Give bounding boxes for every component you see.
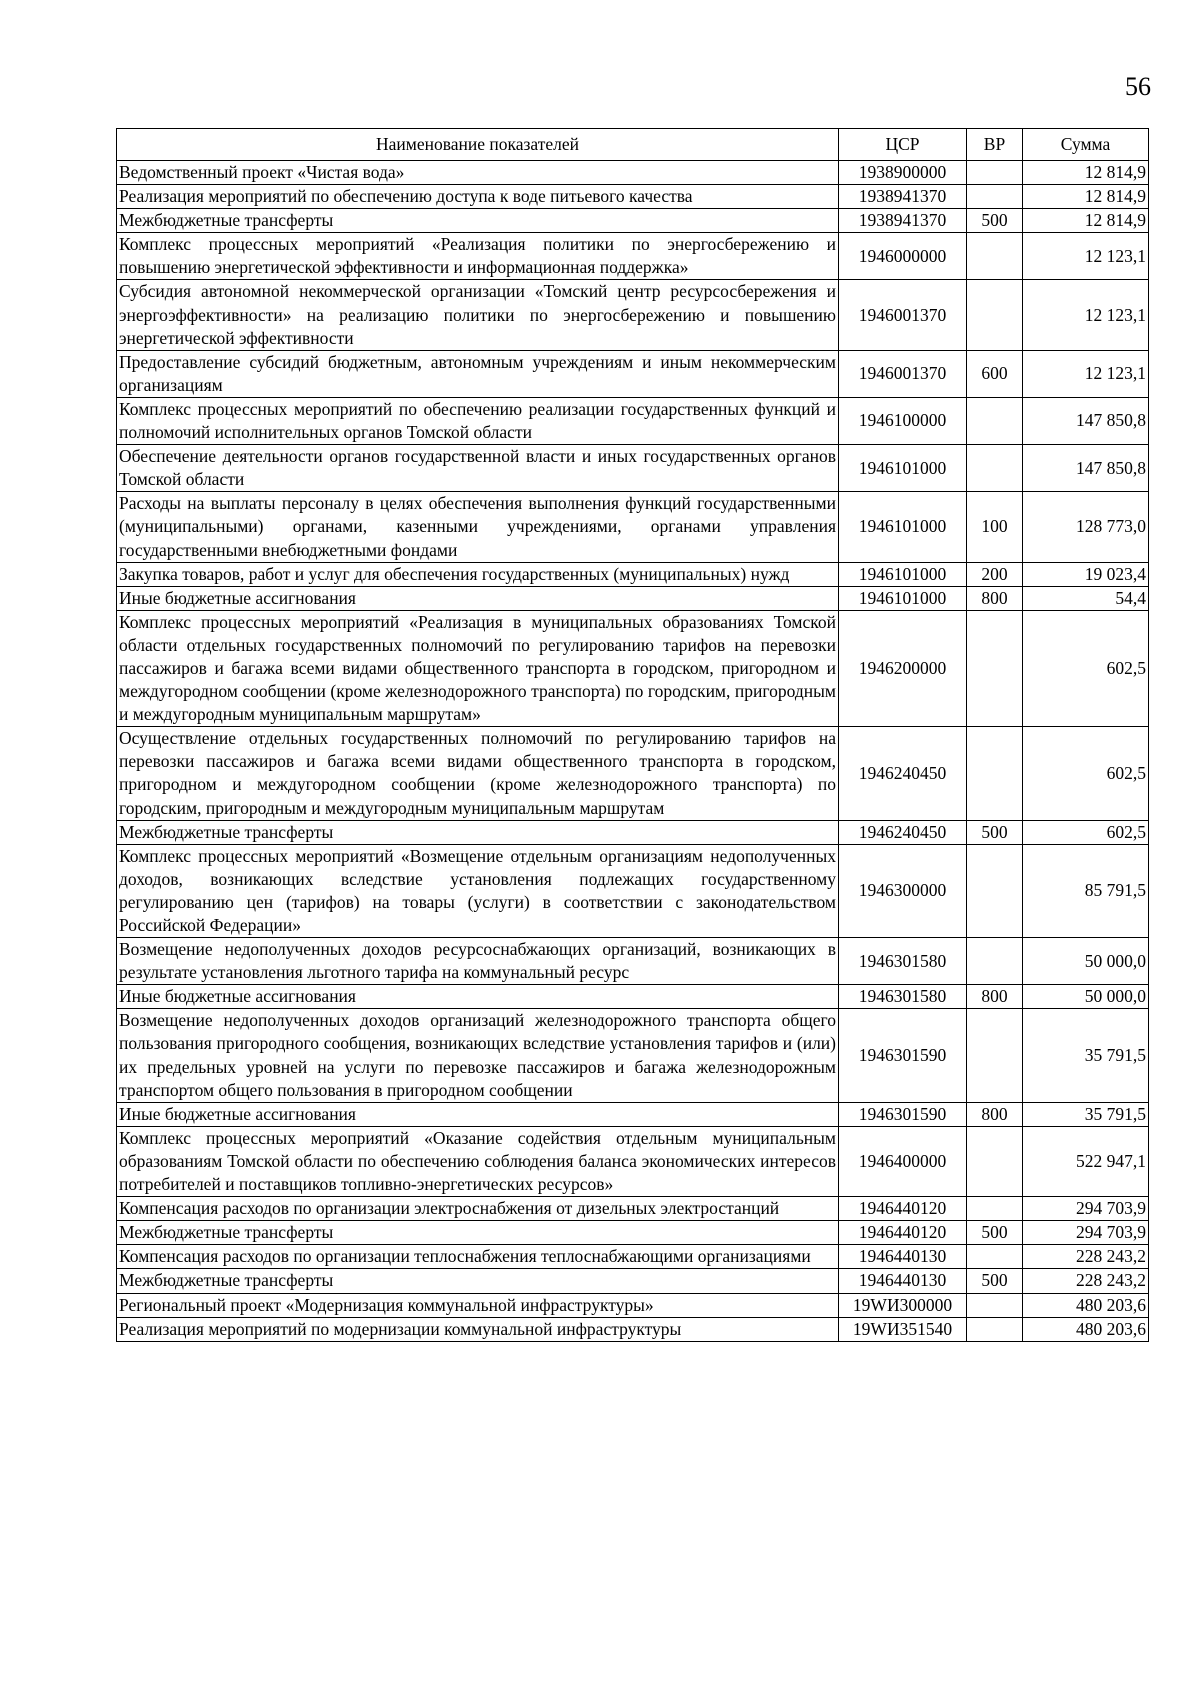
row-sum-cell: 147 850,8	[1023, 445, 1149, 492]
table-row	[117, 1317, 1149, 1341]
row-csr-cell: 1946440120	[839, 1197, 967, 1221]
row-vr-cell: 500	[967, 1269, 1023, 1293]
table-header-row	[117, 129, 1149, 161]
table-row	[117, 610, 1149, 726]
table-row	[117, 586, 1149, 610]
row-sum-cell: 12 814,9	[1023, 209, 1149, 233]
row-vr-cell	[967, 280, 1023, 350]
row-sum-cell: 602,5	[1023, 727, 1149, 820]
row-sum-cell: 480 203,6	[1023, 1293, 1149, 1317]
table-row	[117, 1293, 1149, 1317]
row-csr-cell: 1946440120	[839, 1221, 967, 1245]
row-sum-cell: 480 203,6	[1023, 1317, 1149, 1341]
row-name-cell: Реализация мероприятий по модернизации коммунальной инфраструктуры	[117, 1317, 839, 1341]
header-sum: Сумма	[1023, 129, 1149, 161]
table-row	[117, 1102, 1149, 1126]
row-vr-cell	[967, 1197, 1023, 1221]
table-row	[117, 1269, 1149, 1293]
row-csr-cell: 1946440130	[839, 1245, 967, 1269]
row-csr-cell: 1946001370	[839, 280, 967, 350]
row-csr-cell: 1946400000	[839, 1126, 967, 1196]
row-vr-cell: 800	[967, 586, 1023, 610]
row-sum-cell: 35 791,5	[1023, 1009, 1149, 1102]
row-name-cell: Комплекс процессных мероприятий по обеспечению реализации государственных функций и полномочий исполнительных органов Томской области	[117, 397, 839, 444]
row-vr-cell: 500	[967, 820, 1023, 844]
row-name-cell: Субсидия автономной некоммерческой организации «Томский центр ресурсосбережения и энергоэффективности» на реализацию политики по энергосбережению и повышению энергетической эффективности	[117, 280, 839, 350]
row-csr-cell: 1946300000	[839, 844, 967, 937]
row-vr-cell	[967, 233, 1023, 280]
row-sum-cell: 12 123,1	[1023, 233, 1149, 280]
row-name-cell: Компенсация расходов по организации теплоснабжения теплоснабжающими организациями	[117, 1245, 839, 1269]
row-name-cell: Ведомственный проект «Чистая вода»	[117, 161, 839, 185]
row-sum-cell: 228 243,2	[1023, 1269, 1149, 1293]
row-sum-cell: 12 123,1	[1023, 280, 1149, 350]
table-row	[117, 185, 1149, 209]
row-csr-cell: 1946240450	[839, 727, 967, 820]
row-name-cell: Расходы на выплаты персоналу в целях обеспечения выполнения функций государственными (муниципальными) органами, казенными учреждениями, органами управления государственными внебюджетными фондами	[117, 492, 839, 562]
row-csr-cell: 1946301580	[839, 985, 967, 1009]
row-name-cell: Межбюджетные трансферты	[117, 820, 839, 844]
row-sum-cell: 294 703,9	[1023, 1197, 1149, 1221]
row-name-cell: Межбюджетные трансферты	[117, 209, 839, 233]
row-vr-cell: 800	[967, 1102, 1023, 1126]
table-row	[117, 985, 1149, 1009]
row-name-cell: Комплекс процессных мероприятий «Реализация политики по энергосбережению и повышению энергетической эффективности и информационная поддержка»	[117, 233, 839, 280]
row-vr-cell: 500	[967, 1221, 1023, 1245]
row-csr-cell: 1946200000	[839, 610, 967, 726]
row-name-cell: Межбюджетные трансферты	[117, 1269, 839, 1293]
table-row	[117, 938, 1149, 985]
table-row	[117, 844, 1149, 937]
row-name-cell: Осуществление отдельных государственных полномочий по регулированию тарифов на перевозки пассажиров и багажа всеми видами общественного транспорта в городском, пригородном и междугородном сообщении (кроме железнодорожного транспорта) по городским, пригородным и междугородным муниципальным маршрутам	[117, 727, 839, 820]
row-sum-cell: 12 123,1	[1023, 350, 1149, 397]
row-name-cell: Закупка товаров, работ и услуг для обеспечения государственных (муниципальных) нужд	[117, 562, 839, 586]
row-name-cell: Иные бюджетные ассигнования	[117, 586, 839, 610]
row-name-cell: Межбюджетные трансферты	[117, 1221, 839, 1245]
table-row	[117, 727, 1149, 820]
row-sum-cell: 522 947,1	[1023, 1126, 1149, 1196]
row-sum-cell: 54,4	[1023, 586, 1149, 610]
row-sum-cell: 147 850,8	[1023, 397, 1149, 444]
row-csr-cell: 1938900000	[839, 161, 967, 185]
row-vr-cell	[967, 1317, 1023, 1341]
row-vr-cell: 200	[967, 562, 1023, 586]
table-row	[117, 161, 1149, 185]
row-name-cell: Комплекс процессных мероприятий «Возмещение отдельным организациям недополученных доходов, возникающих вследствие установления подлежащих государственному регулированию цен (тарифов) на товары (услуги) в соответствии с законодательством Российской Федерации»	[117, 844, 839, 937]
row-vr-cell	[967, 727, 1023, 820]
table-row	[117, 1197, 1149, 1221]
table-row	[117, 445, 1149, 492]
table-row	[117, 1009, 1149, 1102]
table-row	[117, 397, 1149, 444]
row-name-cell: Возмещение недополученных доходов ресурсоснабжающих организаций, возникающих в результате установления льготного тарифа на коммунальный ресурс	[117, 938, 839, 985]
row-vr-cell	[967, 397, 1023, 444]
row-name-cell: Компенсация расходов по организации электроснабжения от дизельных электростанций	[117, 1197, 839, 1221]
row-vr-cell	[967, 938, 1023, 985]
row-vr-cell	[967, 161, 1023, 185]
row-name-cell: Реализация мероприятий по обеспечению доступа к воде питьевого качества	[117, 185, 839, 209]
table-row	[117, 209, 1149, 233]
row-csr-cell: 1946301590	[839, 1009, 967, 1102]
row-csr-cell: 1946001370	[839, 350, 967, 397]
row-vr-cell	[967, 445, 1023, 492]
budget-table	[116, 128, 1149, 1342]
row-csr-cell: 1946101000	[839, 445, 967, 492]
row-name-cell: Региональный проект «Модернизация коммунальной инфраструктуры»	[117, 1293, 839, 1317]
row-vr-cell: 600	[967, 350, 1023, 397]
row-sum-cell: 602,5	[1023, 610, 1149, 726]
table-row	[117, 350, 1149, 397]
row-csr-cell: 1946301580	[839, 938, 967, 985]
row-vr-cell	[967, 610, 1023, 726]
row-vr-cell	[967, 1009, 1023, 1102]
table-row	[117, 1126, 1149, 1196]
row-csr-cell: 1946101000	[839, 586, 967, 610]
row-sum-cell: 294 703,9	[1023, 1221, 1149, 1245]
row-vr-cell: 800	[967, 985, 1023, 1009]
row-csr-cell: 19WИ300000	[839, 1293, 967, 1317]
row-csr-cell: 1938941370	[839, 185, 967, 209]
header-vr: ВР	[967, 129, 1023, 161]
row-name-cell: Комплекс процессных мероприятий «Оказание содействия отдельным муниципальным образованиям Томской области по обеспечению соблюдения баланса экономических интересов потребителей и поставщиков топливно-энергетических ресурсов»	[117, 1126, 839, 1196]
row-name-cell: Возмещение недополученных доходов организаций железнодорожного транспорта общего пользования пригородного сообщения, возникающих вследствие установления тарифов и (или) их предельных уровней на услуги по перевозке пассажиров и багажа железнодорожным транспортом общего пользования в пригородном сообщении	[117, 1009, 839, 1102]
row-csr-cell: 1946301590	[839, 1102, 967, 1126]
table-row	[117, 280, 1149, 350]
row-csr-cell: 1946101000	[839, 562, 967, 586]
page-number: 56	[1125, 72, 1151, 101]
row-sum-cell: 50 000,0	[1023, 985, 1149, 1009]
table-row	[117, 1245, 1149, 1269]
header-csr: ЦСР	[839, 129, 967, 161]
row-name-cell: Иные бюджетные ассигнования	[117, 1102, 839, 1126]
row-vr-cell	[967, 1293, 1023, 1317]
row-csr-cell: 1946000000	[839, 233, 967, 280]
table-body	[117, 161, 1149, 1342]
row-name-cell: Предоставление субсидий бюджетным, автономным учреждениям и иным некоммерческим организациям	[117, 350, 839, 397]
row-sum-cell: 602,5	[1023, 820, 1149, 844]
row-name-cell: Иные бюджетные ассигнования	[117, 985, 839, 1009]
row-vr-cell: 100	[967, 492, 1023, 562]
row-vr-cell: 500	[967, 209, 1023, 233]
row-sum-cell: 35 791,5	[1023, 1102, 1149, 1126]
row-csr-cell: 1938941370	[839, 209, 967, 233]
table-row	[117, 820, 1149, 844]
row-vr-cell	[967, 844, 1023, 937]
table-row	[117, 1221, 1149, 1245]
row-sum-cell: 128 773,0	[1023, 492, 1149, 562]
row-sum-cell: 19 023,4	[1023, 562, 1149, 586]
row-name-cell: Комплекс процессных мероприятий «Реализация в муниципальных образованиях Томской области отдельных государственных полномочий по регулированию тарифов на перевозки пассажиров и багажа всеми видами общественного транспорта в городском, пригородном и междугородном сообщении (кроме железнодорожного транспорта) по городским, пригородным и междугородным муниципальным маршрутам»	[117, 610, 839, 726]
row-csr-cell: 1946101000	[839, 492, 967, 562]
row-vr-cell	[967, 1126, 1023, 1196]
row-name-cell: Обеспечение деятельности органов государственной власти и иных государственных органов Томской области	[117, 445, 839, 492]
table-row	[117, 562, 1149, 586]
row-vr-cell	[967, 185, 1023, 209]
row-sum-cell: 85 791,5	[1023, 844, 1149, 937]
row-csr-cell: 1946440130	[839, 1269, 967, 1293]
table-row	[117, 492, 1149, 562]
row-csr-cell: 1946100000	[839, 397, 967, 444]
table-row	[117, 233, 1149, 280]
row-csr-cell: 1946240450	[839, 820, 967, 844]
row-sum-cell: 228 243,2	[1023, 1245, 1149, 1269]
row-csr-cell: 19WИ351540	[839, 1317, 967, 1341]
row-sum-cell: 12 814,9	[1023, 185, 1149, 209]
row-sum-cell: 50 000,0	[1023, 938, 1149, 985]
header-name: Наименование показателей	[117, 129, 839, 161]
row-sum-cell: 12 814,9	[1023, 161, 1149, 185]
row-vr-cell	[967, 1245, 1023, 1269]
